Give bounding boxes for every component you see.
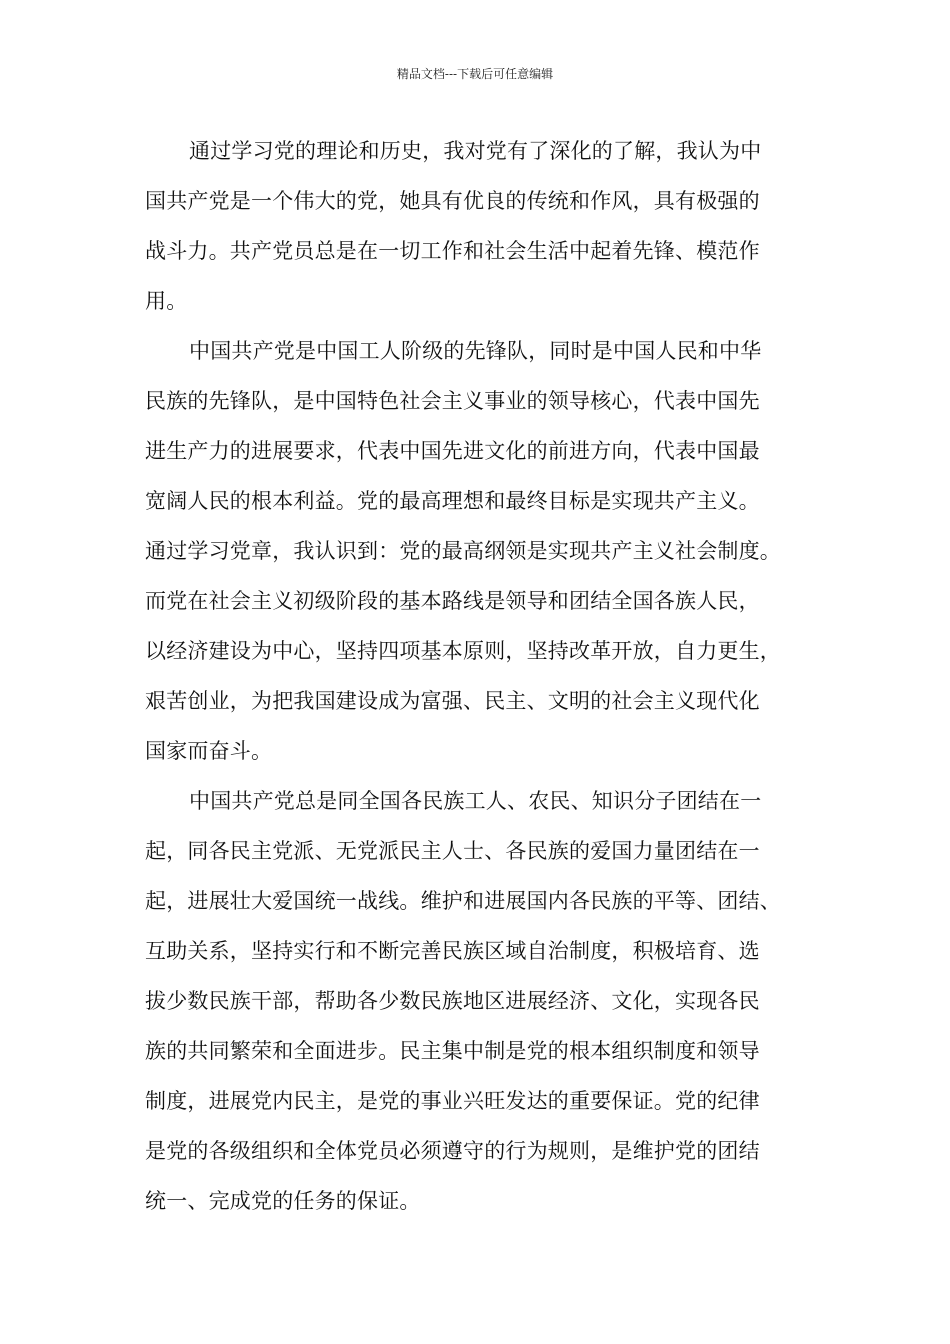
paragraph-line: 起，同各民主党派、无党派民主人士、各民族的爱国力量团结在一 (145, 839, 760, 863)
paragraph-line: 是党的各级组织和全体党员必须遵守的行为规则，是维护党的团结 (145, 1139, 760, 1163)
paragraph-3 (145, 776, 825, 1226)
paragraph-line: 民族的先锋队，是中国特色社会主义事业的领导核心，代表中国先 (145, 389, 760, 413)
paragraph-line: 中国共产党是中国工人阶级的先锋队，同时是中国人民和中华 (189, 339, 762, 363)
paragraph-line: 制度，进展党内民主，是党的事业兴旺发达的重要保证。党的纪律 (145, 1089, 760, 1113)
paragraph-line: 用。 (145, 289, 188, 313)
paragraph-line: 进生产力的进展要求，代表中国先进文化的前进方向，代表中国最 (145, 439, 760, 463)
paragraph-line: 而党在社会主义初级阶段的基本路线是领导和团结全国各族人民， (145, 589, 760, 613)
paragraph-line: 拔少数民族干部，帮助各少数民族地区进展经济、文化，实现各民 (145, 989, 760, 1013)
paragraph-2 (145, 326, 825, 776)
page-header: 精品文档---下载后可任意编辑 (396, 67, 554, 81)
paragraph-line: 以经济建设为中心，坚持四项基本原则，坚持改革开放，自力更生， (145, 639, 781, 663)
paragraph-line: 宽阔人民的根本利益。党的最高理想和最终目标是实现共产主义。 (145, 489, 760, 513)
paragraph-line: 族的共同繁荣和全面进步。民主集中制是党的根本组织制度和领导 (145, 1039, 760, 1063)
document-body (145, 126, 825, 1226)
paragraph-line: 统一、完成党的任务的保证。 (145, 1189, 421, 1213)
paragraph-line: 起，进展壮大爱国统一战线。维护和进展国内各民族的平等、团结、 (145, 889, 781, 913)
paragraph-line: 互助关系，坚持实行和不断完善民族区域自治制度，积极培育、选 (145, 939, 760, 963)
paragraph-line: 艰苦创业，为把我国建设成为富强、民主、文明的社会主义现代化 (145, 689, 760, 713)
paragraph-line: 中国共产党总是同全国各民族工人、农民、知识分子团结在一 (189, 789, 762, 813)
paragraph-line: 战斗力。共产党员总是在一切工作和社会生活中起着先锋、模范作 (145, 239, 760, 263)
paragraph-line: 国共产党是一个伟大的党，她具有优良的传统和作风，具有极强的 (145, 189, 760, 213)
paragraph-line: 通过学习党的理论和历史，我对党有了深化的了解，我认为中 (189, 139, 762, 163)
paragraph-line: 国家而奋斗。 (145, 739, 273, 763)
paragraph-1 (145, 126, 825, 326)
paragraph-line: 通过学习党章，我认识到：党的最高纲领是实现共产主义社会制度。 (145, 539, 781, 563)
